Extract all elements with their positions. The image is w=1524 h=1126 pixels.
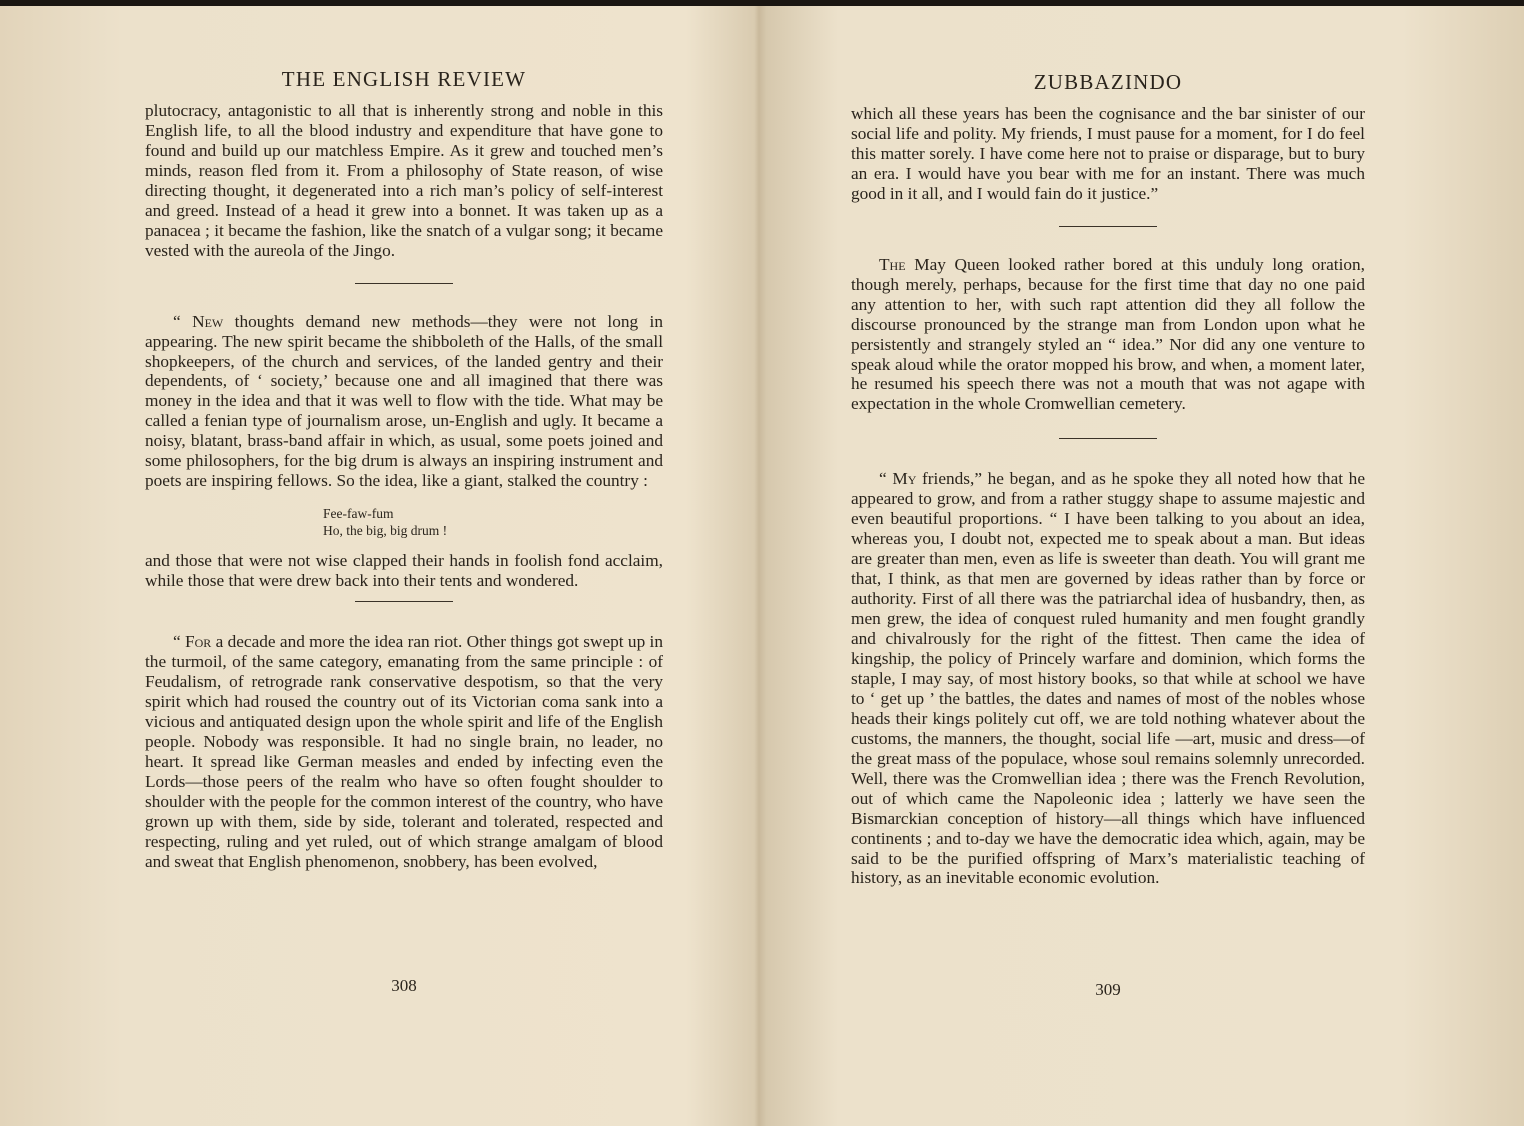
left-page-body — [145, 101, 663, 872]
paragraph-text: thoughts demand new methods—they were not long in appearing. The new spirit became the shibboleth of the Halls, of the small shopkeepers, of the church and services, of the landed gentry and their dependents, of ‘ society,’ because one and all imagined that there was money in the idea and that it was well to flow with the tide. What may be called a fenian type of journalism arose, un-English and ugly. It became a noisy, blatant, brass-band affair in which, as usual, some poets joined and some philosophers, for the big drum is always an inspiring instrument and poets are inspiring fellows. So the idea, like a giant, stalked the country : — [145, 311, 663, 491]
section-divider — [355, 283, 453, 284]
paragraph-text: May Queen looked rather bored at this unduly long oration, though merely, perhaps, because for the first time that day no one paid any attention to her, with such rapt attention did they all follow the discourse pronounced by the strange man from London upon what he persistently and strangely styled an “ idea.” Nor did any one venture to speak aloud while the orator mopped his brow, and when, a moment later, he resumed his speech there was not a mouth that was not agape with expectation in the whole Cromwellian cemetery. — [851, 254, 1365, 414]
right-paragraph-1: which all these years has been the cognisance and the bar sinister of our social life and polity. My friends, I must pause for a moment, for I do feel this matter sorely. I have come here not to praise or disparage, but to bury an era. I would have you bear with me for an instant. There was much good in it all, and I would fain do it justice.” — [851, 104, 1365, 203]
top-edge — [0, 0, 1524, 6]
verse-line: Fee-faw-fum — [323, 506, 394, 522]
left-page-number: 308 — [391, 976, 417, 995]
small-caps-lead: The — [879, 254, 906, 274]
right-paragraph-2 — [851, 255, 1365, 415]
left-paragraph-1: plutocracy, antagonistic to all that is inherently strong and noble in this English life, to all the blood industry and expenditure that have gone to found and build up our matchless Empire. As it grew and touched men’s minds, reason fled from it. From a philosophy of State reason, of wise directing thought, it degenerated into a rich man’s policy of self-interest and greed. Instead of a head it grew into a bonnet. It was taken up as a panacea ; it became the fashion, like the snatch of a vulgar song; it became vested with the aureola of the Jingo. — [145, 101, 663, 260]
verse-line: Ho, the big, big drum ! — [323, 523, 448, 539]
left-paragraph-2 — [145, 312, 663, 492]
small-caps-lead: New — [192, 311, 224, 331]
right-page-body — [851, 104, 1365, 888]
left-running-head: THE ENGLISH REVIEW — [281, 67, 527, 91]
paragraph-text: a decade and more the idea ran riot. Other things got swept up in the turmoil, of the same category, emanating from the same principle : of Feudalism, of retrograde rank conservative despotism, so that the very spirit which had roused the country out of its Victorian coma sank into a vicious and antiquated design upon the whole spirit and life of the English people. Nobody was responsible. It had no single brain, no leader, no heart. It spread like German measles and ended by infecting even the Lords—those peers of the realm who have so often fought shoulder to shoulder with the people for the common interest of the country, who have grown up with them, side by side, tolerant and tolerated, respected and respecting, ruling and yet ruled, out of which strange amalgam of blood and sweat that English phenomenon, snobbery, has been evolved, — [145, 632, 663, 871]
small-caps-lead: My — [892, 469, 917, 489]
opening-quote: “ — [173, 632, 185, 652]
right-paragraph-3 — [851, 469, 1365, 888]
verse-quote — [323, 505, 663, 539]
right-running-head: ZUBBAZINDO — [1033, 70, 1183, 94]
left-paragraph-4 — [145, 632, 663, 871]
left-paragraph-3: and those that were not wise clapped their hands in foolish fond acclaim, while those that were drew back into their tents and wondered. — [145, 551, 663, 591]
paragraph-text: friends,” he began, and as he spoke they all noted how that he appeared to grow, and from a rather stuggy shape to assume majestic and even beautiful proportions. “ I have been talking to you about an idea, whereas you, I doubt not, expected me to speak about a man. But ideas are greater than men, even as life is sweeter than death. You will grant me that, I think, as that men are governed by ideas rather than by force or authority. First of all there was the patriarchal idea of husbandry, then, as men grew, the idea of conquest ruled humanity and men fought grandly and chivalrously for the right of the fittest. Then came the idea of kingship, the policy of Princely warfare and dominion, which forms the staple, I may say, of most history books, so that while at school we have to ‘ get up ’ the battles, the dates and names of most of the nobles whose heads their kings politely cut off, we are told nothing whatever about the customs, the manners, the thought, social life —art, music and dress—of the great mass of the populace, whose soul remains solemnly unrecorded. Well, there was the Cromwellian idea ; there was the French Revolution, out of which came the Napoleonic idea ; latterly we have seen the Bismarckian conception of history—all things which have influenced continents ; and to-day we have the democratic idea which, again, may be said to be the purified offspring of Marx’s materialistic teaching of history, as an inevitable economic evolution. — [851, 469, 1365, 888]
section-divider — [355, 601, 453, 602]
section-divider — [1059, 438, 1157, 439]
opening-quote: “ — [879, 469, 893, 489]
small-caps-lead: For — [185, 632, 212, 652]
right-page-number: 309 — [1095, 980, 1121, 999]
section-divider — [1059, 226, 1157, 227]
opening-quote: “ — [173, 311, 193, 331]
